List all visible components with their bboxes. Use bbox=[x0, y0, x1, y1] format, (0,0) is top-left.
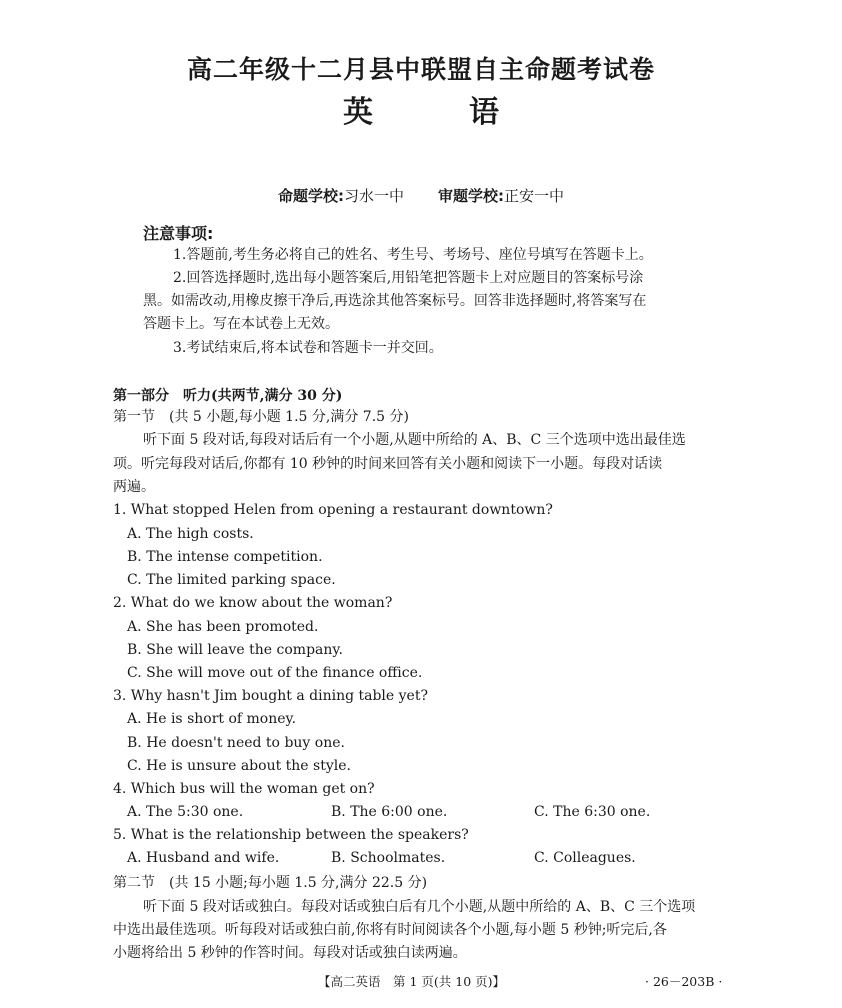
notice-line-1: 1.答题前,考生务必将自己的姓名、考生号、考场号、座位号填写在答题卡上。 bbox=[173, 247, 653, 263]
question-3-option-a: A. He is short of money. bbox=[127, 711, 297, 727]
subject-char-2: 语 bbox=[469, 95, 499, 130]
section1-intro-2: 项。听完每段对话后,你都有 10 秒钟的时间来回答有关小题和阅读下一小题。每段对话读 bbox=[113, 456, 663, 472]
section2-intro-3: 小题将给出 5 秒钟的作答时间。每段对话或独白读两遍。 bbox=[113, 945, 467, 961]
question-5-stem: 5. What is the relationship between the speakers? bbox=[113, 827, 469, 843]
subject-char-1: 英 bbox=[343, 95, 373, 130]
question-4-stem: 4. Which bus will the woman get on? bbox=[113, 781, 375, 797]
question-4-option-b: B. The 6:00 one. bbox=[331, 804, 448, 820]
question-4-option-a: A. The 5:30 one. bbox=[127, 804, 244, 820]
setter-value: 习水一中 bbox=[343, 187, 404, 205]
question-1-option-c: C. The limited parking space. bbox=[127, 572, 336, 588]
question-3-stem: 3. Why hasn't Jim bought a dining table yet? bbox=[113, 688, 428, 704]
notice-line-3: 黑。如需改动,用橡皮擦干净后,再选涂其他答案标号。回答非选择题时,将答案写在 bbox=[143, 293, 647, 309]
question-3-option-b: B. He doesn't need to buy one. bbox=[127, 735, 345, 751]
notice-heading: 注意事项: bbox=[143, 224, 214, 243]
page-footer-label: 【高二英语 第 1 页(共 10 页)】 bbox=[318, 974, 506, 989]
part1-heading: 第一部分 听力(共两节,满分 30 分) bbox=[113, 388, 343, 404]
question-5-option-b: B. Schoolmates. bbox=[331, 850, 446, 866]
question-2-option-c: C. She will move out of the finance office. bbox=[127, 665, 423, 681]
question-1-stem: 1. What stopped Helen from opening a restaurant downtown? bbox=[113, 502, 553, 518]
section1-heading: 第一节 (共 5 小题,每小题 1.5 分,满分 7.5 分) bbox=[113, 409, 409, 425]
reviewer-label: 审题学校: bbox=[438, 187, 504, 205]
notice-line-4: 答题卡上。写在本试卷上无效。 bbox=[143, 316, 339, 332]
school-info bbox=[0, 185, 842, 206]
question-1-option-b: B. The intense competition. bbox=[127, 549, 323, 565]
reviewer-value: 正安一中 bbox=[504, 187, 565, 205]
question-1-option-a: A. The high costs. bbox=[127, 526, 254, 542]
setter-label: 命题学校: bbox=[277, 187, 344, 205]
section2-intro-2: 中选出最佳选项。听每段对话或独白前,你将有时间阅读各个小题,每小题 5 秒钟;听完后,各 bbox=[113, 922, 667, 938]
question-4-option-c: C. The 6:30 one. bbox=[534, 804, 651, 820]
exam-title: 高二年级十二月县中联盟自主命题考试卷 bbox=[186, 55, 655, 84]
section1-intro-1: 听下面 5 段对话,每段对话后有一个小题,从题中所给的 A、B、C 三个选项中选出最佳选 bbox=[143, 432, 686, 448]
section2-intro-1: 听下面 5 段对话或独白。每段对话或独白后有几个小题,从题中所给的 A、B、C 三个选项 bbox=[143, 899, 696, 915]
notice-line-5: 3.考试结束后,将本试卷和答题卡一并交回。 bbox=[173, 340, 443, 356]
question-5-option-a: A. Husband and wife. bbox=[127, 850, 280, 866]
question-2-stem: 2. What do we know about the woman? bbox=[113, 595, 393, 611]
section2-heading: 第二节 (共 15 小题;每小题 1.5 分,满分 22.5 分) bbox=[113, 875, 428, 891]
question-3-option-c: C. He is unsure about the style. bbox=[127, 758, 351, 774]
section1-intro-3: 两遍。 bbox=[113, 479, 155, 495]
subject-title bbox=[0, 87, 842, 131]
question-2-option-b: B. She will leave the company. bbox=[127, 642, 343, 658]
question-2-option-a: A. She has been promoted. bbox=[127, 619, 319, 635]
question-5-option-c: C. Colleagues. bbox=[534, 850, 636, 866]
page-footer-code: · 26－203B · bbox=[645, 974, 723, 989]
notice-line-2: 2.回答选择题时,选出每小题答案后,用铅笔把答题卡上对应题目的答案标号涂 bbox=[173, 270, 644, 286]
